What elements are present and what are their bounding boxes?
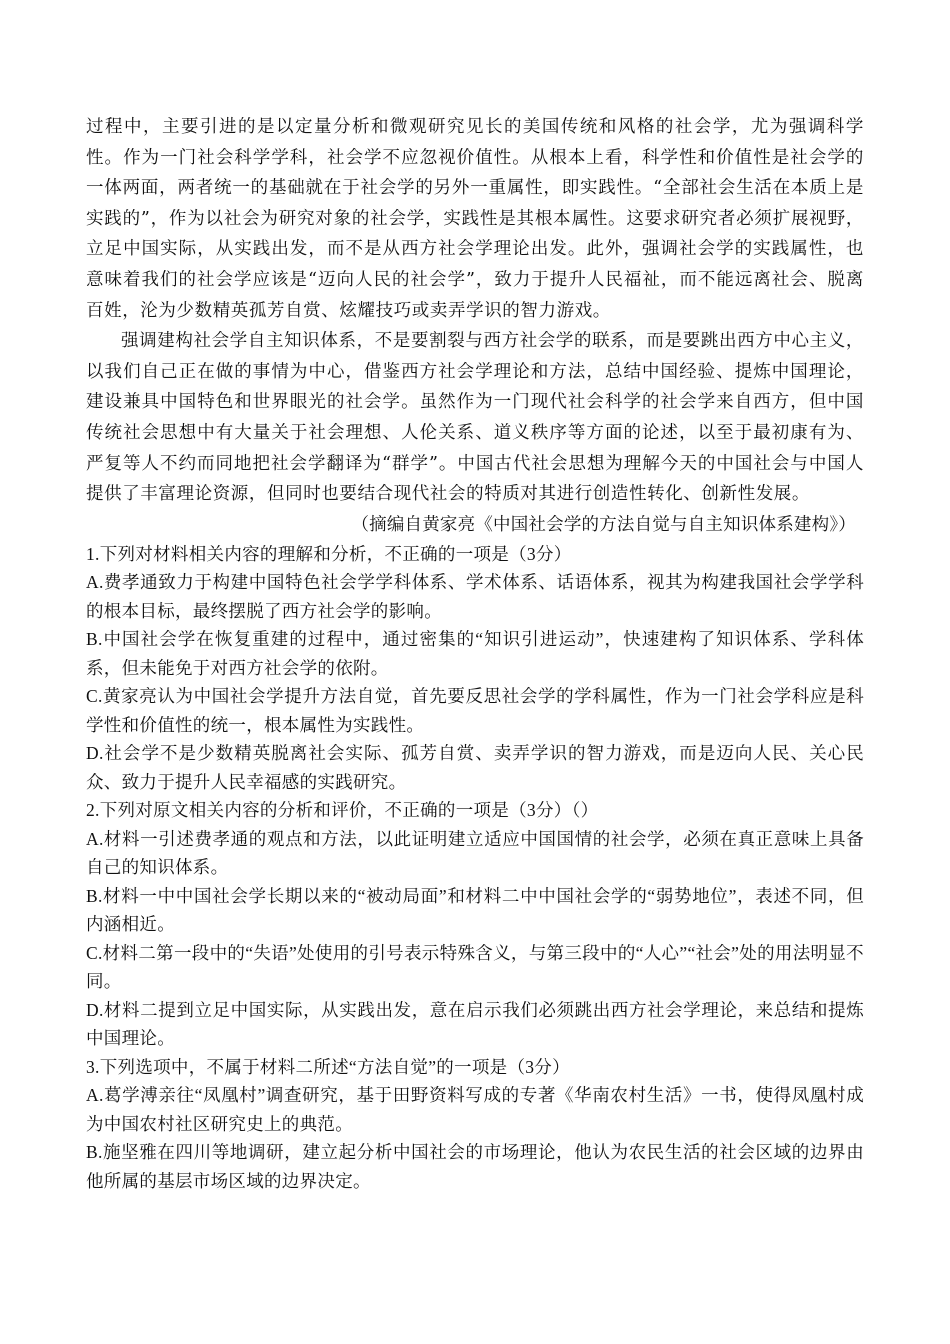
option-b: B.中国社会学在恢复重建的过程中，通过密集的“知识引进运动”，快速建构了知识体系、学科体系，但未能免于对西方社会学的依附。	[86, 629, 864, 678]
passage-paragraph-1: 过程中，主要引进的是以定量分析和微观研究见长的美国传统和风格的社会学，尤为强调科学性。作为一门社会科学学科，社会学不应忽视价值性。从根本上看，科学性和价值性是社会学的一体两面，两者统一的基础就在于社会学的另外一重属性，即实践性。“全部社会生活在本质上是实践的”，作为以社会为研究对象的社会学，实践性是其根本属性。这要求研究者必须扩展视野，立足中国实际，从实践出发，而不是从西方社会学理论出发。此外，强调社会学的实践属性，也意味着我们的社会学应该是“迈向人民的社会学”，致力于提升人民福祉，而不能远离社会、脱离百姓，沦为少数精英孤芳自赏、炫耀技巧或卖弄学识的智力游戏。	[86, 117, 864, 321]
question-stem: 2.下列对原文相关内容的分析和评价，不正确的一项是（3分）（）	[86, 800, 599, 821]
option-a: A.材料一引述费孝通的观点和方法，以此证明建立适应中国国情的社会学，必须在真正意味上具备自己的知识体系。	[86, 828, 864, 878]
option-b: B.材料一中中国社会学长期以来的“被动局面”和材料二中中国社会学的“弱势地位”，表述不同，但内涵相近。	[86, 885, 864, 935]
question-1	[86, 540, 864, 797]
option-b: B.施坚雅在四川等地调研，建立起分析中国社会的市场理论，他认为农民生活的社会区域的边界由他所属的基层市场区域的边界决定。	[86, 1142, 864, 1191]
passage-paragraph-2: 强调建构社会学自主知识体系，不是要割裂与西方社会学的联系，而是要跳出西方中心主义，以我们自己正在做的事情为中心，借鉴西方社会学理论和方法，总结中国经验、提炼中国理论，建设兼具中国特色和世界眼光的社会学。虽然作为一门现代社会科学的社会学来自西方，但中国传统社会思想中有大量关于社会理想、人伦关系、道义秩序等方面的论述，以至于最初康有为、严复等人不约而同地把社会学翻译为“群学”。中国古代社会思想为理解今天的中国社会与中国人提供了丰富理论资源，但同时也要结合现代社会的特质对其进行创造性转化、创新性发展。	[86, 331, 864, 505]
option-c: C.材料二第一段中的“失语”处使用的引号表示特殊含义，与第三段中的“人心”“社会”处的用法明显不同。	[86, 942, 864, 992]
option-a: A.葛学溥亲往“凤凰村”调查研究，基于田野资料写成的专著《华南农村生活》一书，使得凤凰村成为中国农村社区研究史上的典范。	[86, 1085, 864, 1134]
option-d: D.社会学不是少数精英脱离社会实际、孤芳自赏、卖弄学识的智力游戏，而是迈向人民、关心民众、致力于提升人民幸福感的实践研究。	[86, 743, 864, 792]
exam-page	[86, 112, 864, 1195]
question-stem: 3.下列选项中，不属于材料二所述“方法自觉”的一项是（3分）	[86, 1056, 570, 1077]
option-c: C.黄家亮认为中国社会学提升方法自觉，首先要反思社会学的学科属性，作为一门社会学科应是科学性和价值性的统一，根本属性为实践性。	[86, 686, 864, 735]
question-2	[86, 796, 864, 1053]
passage-source: （摘编自黄家亮《中国社会学的方法自觉与自主知识体系建构》）	[351, 514, 856, 535]
option-a: A.费孝通致力于构建中国特色社会学学科体系、学术体系、话语体系，视其为构建我国社会学学科的根本目标，最终摆脱了西方社会学的影响。	[86, 572, 864, 621]
question-3	[86, 1053, 864, 1196]
option-d: D.材料二提到立足中国实际，从实践出发，意在启示我们必须跳出西方社会学理论，来总结和提炼中国理论。	[86, 999, 864, 1049]
question-stem: 1.下列对材料相关内容的理解和分析，不正确的一项是（3分）	[86, 543, 572, 564]
